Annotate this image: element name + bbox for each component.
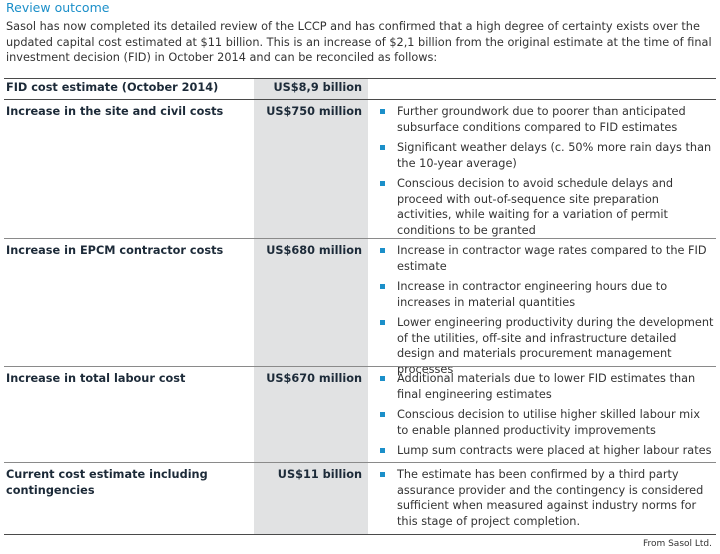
list-item: Conscious decision to utilise higher skilled labour mix to enable planned productivity improvements: [378, 407, 714, 438]
bullet-square-icon: [380, 472, 385, 477]
intro-paragraph: Sasol has now completed its detailed review of the LCCP and has confirmed that a high degree of certainty exists over the updated capital cost estimated at $11 billion. This is an increase of $2,1 billion from the original estimate at the time of final investment decision (FID) in October 2014 and can be reconciled as follows:: [6, 20, 712, 64]
row-value: US$680 million: [266, 244, 362, 257]
list-item: Additional materials due to lower FID estimates than final engineering estimates: [378, 371, 714, 402]
bullet-square-icon: [380, 248, 385, 253]
row-divider: [4, 238, 716, 239]
list-item: Lower engineering productivity during the development of the utilities, off-site and infrastructure detailed design and materials procurement management processes: [378, 315, 714, 377]
bullet-square-icon: [380, 145, 385, 150]
row-divider: [4, 78, 716, 79]
section-heading: Review outcome: [6, 0, 110, 15]
list-item: Increase in contractor wage rates compared to the FID estimate: [378, 243, 714, 274]
bullet-list: [378, 104, 714, 243]
source-credit: From Sasol Ltd.: [642, 539, 712, 549]
bullet-square-icon: [380, 284, 385, 289]
bullet-list: [378, 467, 714, 534]
list-item: Significant weather delays (c. 50% more rain days than the 10-year average): [378, 140, 714, 171]
row-divider: [4, 366, 716, 367]
row-value: US$8,9 billion: [273, 81, 362, 94]
row-divider: [4, 99, 716, 100]
row-divider: [4, 462, 716, 463]
list-item: Increase in contractor engineering hours due to increases in material quantities: [378, 279, 714, 310]
bullet-square-icon: [380, 448, 385, 453]
value-column-shade: [254, 78, 368, 534]
bullet-list: [378, 371, 714, 464]
row-value: US$11 billion: [277, 468, 362, 481]
bullet-square-icon: [380, 181, 385, 186]
list-item: Further groundwork due to poorer than anticipated subsurface conditions compared to FID estimates: [378, 104, 714, 135]
bullet-square-icon: [380, 376, 385, 381]
list-item: Conscious decision to avoid schedule delays and proceed with out-of-sequence site preparation activities, while waiting for a variation of permit conditions to be granted: [378, 176, 714, 238]
list-item: Lump sum contracts were placed at higher labour rates: [378, 443, 714, 459]
bullet-square-icon: [380, 412, 385, 417]
row-label: Increase in total labour cost: [6, 372, 186, 385]
row-value: US$750 million: [266, 105, 362, 118]
bullet-list: [378, 243, 714, 382]
table-bottom-rule: [4, 534, 716, 535]
row-value: US$670 million: [266, 372, 362, 385]
row-label: Increase in EPCM contractor costs: [6, 244, 224, 257]
bullet-square-icon: [380, 109, 385, 114]
row-label: Increase in the site and civil costs: [6, 105, 224, 118]
bullet-square-icon: [380, 320, 385, 325]
list-item: The estimate has been confirmed by a third party assurance provider and the contingency is considered sufficient when measured against industry norms for this stage of project completion.: [378, 467, 714, 529]
row-label: FID cost estimate (October 2014): [6, 81, 219, 94]
row-label: Current cost estimate including contingencies: [6, 468, 208, 497]
